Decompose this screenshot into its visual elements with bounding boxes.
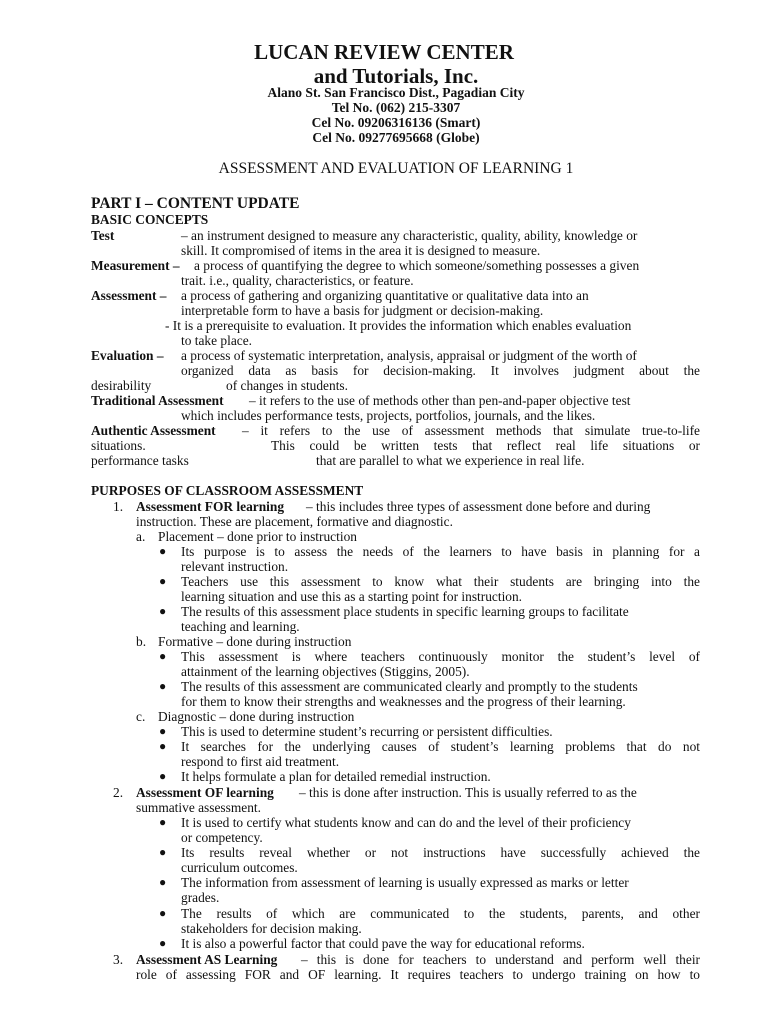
p2-bullet2-line1: Its results reveal whether or not instructions have successfully achieved the: [181, 845, 700, 860]
company-cel-globe: Cel No. 09277695668 (Globe): [312, 130, 480, 145]
term-authentic-assessment: Authentic Assessment: [91, 423, 216, 438]
sub-b-label: b.: [136, 634, 147, 649]
company-name-line2: and Tutorials, Inc.: [313, 64, 479, 88]
sub-c-label: c.: [136, 709, 146, 724]
sub-b-text: Formative – done during instruction: [158, 634, 352, 649]
def-assessment-line4: to take place.: [181, 333, 253, 348]
bullet-dot-icon: ●: [159, 739, 167, 753]
bullet-dot-icon: ●: [159, 544, 167, 558]
p2-bullet2-line2: curriculum outcomes.: [181, 860, 298, 875]
a-bullet3-line1: The results of this assessment place students in specific learning groups to facilitate: [181, 604, 629, 619]
a-bullet3-line2: teaching and learning.: [181, 619, 300, 634]
def-evaluation-line3a: desirability: [91, 378, 152, 393]
def-evaluation-line1: a process of systematic interpretation, analysis, appraisal or judgment of the worth of: [181, 348, 637, 363]
c-bullet3: It helps formulate a plan for detailed remedial instruction.: [181, 769, 491, 784]
bullet-dot-icon: ●: [159, 679, 167, 693]
def-authentic-line2a: situations.: [91, 438, 146, 453]
def-authentic-line3b: that are parallel to what we experience in real life.: [316, 453, 585, 468]
company-tel: Tel No. (062) 215-3307: [331, 100, 461, 115]
p2-bullet3-line1: The information from assessment of learning is usually expressed as marks or letter: [181, 875, 629, 890]
b-bullet1-line1: This assessment is where teachers continuously monitor the student’s level of: [181, 649, 700, 664]
a-bullet1-line1: Its purpose is to assess the needs of the learners to have basis in planning for a: [181, 544, 700, 559]
b-bullet2-line1: The results of this assessment are communicated clearly and promptly to the students: [181, 679, 638, 694]
def-assessment-line2: interpretable form to have a basis for judgment or decision-making.: [181, 303, 544, 318]
bullet-dot-icon: ●: [159, 875, 167, 889]
def-measurement-line2: trait. i.e., quality, characteristics, or feature.: [181, 273, 414, 288]
purposes-heading: PURPOSES OF CLASSROOM ASSESSMENT: [91, 483, 364, 498]
def-authentic-line2b: This could be written tests that reflect real life situations or: [271, 438, 700, 453]
a-bullet2-line2: learning situation and use this as a starting point for instruction.: [181, 589, 523, 604]
purpose-1-line1: – this includes three types of assessment done before and during: [306, 499, 651, 514]
a-bullet1-line2: relevant instruction.: [181, 559, 289, 574]
c-bullet2-line2: respond to first aid treatment.: [181, 754, 340, 769]
term-evaluation: Evaluation –: [91, 348, 164, 363]
def-evaluation-line3b: of changes in students.: [226, 378, 348, 393]
def-assessment-line3: - It is a prerequisite to evaluation. It provides the information which enables evaluation: [165, 318, 632, 333]
a-bullet2-line1: Teachers use this assessment to know what their students are bringing into the: [181, 574, 700, 589]
p2-bullet3-line2: grades.: [181, 890, 220, 905]
purpose-2-number: 2.: [113, 785, 124, 800]
company-name: LUCAN REVIEW CENTER: [254, 40, 514, 64]
term-measurement: Measurement –: [91, 258, 180, 273]
purpose-2-term: Assessment OF learning: [136, 785, 274, 800]
bullet-dot-icon: ●: [159, 936, 167, 950]
p2-bullet4-line1: The results of which are communicated to the students, parents, and other: [181, 906, 700, 921]
document-title: ASSESSMENT AND EVALUATION OF LEARNING 1: [218, 160, 574, 177]
def-traditional-line2: which includes performance tests, projects, portfolios, journals, and the likes.: [181, 408, 596, 423]
purpose-1-number: 1.: [113, 499, 124, 514]
b-bullet2-line2: for them to know their strengths and weaknesses and the progress of their learning.: [181, 694, 626, 709]
sub-a-label: a.: [136, 529, 146, 544]
sub-a-text: Placement – done prior to instruction: [158, 529, 357, 544]
b-bullet1-line2: attainment of the learning objectives (Stiggins, 2005).: [181, 664, 470, 679]
def-assessment-line1: a process of gathering and organizing quantitative or qualitative data into an: [181, 288, 589, 303]
term-assessment: Assessment –: [91, 288, 167, 303]
purpose-2-line1: – this is done after instruction. This is usually referred to as the: [299, 785, 637, 800]
company-address: Alano St. San Francisco Dist., Pagadian City: [267, 85, 525, 100]
p2-bullet1-line2: or competency.: [181, 830, 263, 845]
bullet-dot-icon: ●: [159, 649, 167, 663]
purpose-3-line1: – this is done for teachers to understand and perform well their: [301, 952, 700, 967]
purpose-3-term: Assessment AS Learning: [136, 952, 278, 967]
company-cel-smart: Cel No. 09206316136 (Smart): [311, 115, 481, 130]
part-heading: PART I – CONTENT UPDATE: [91, 195, 300, 212]
bullet-dot-icon: ●: [159, 604, 167, 618]
bullet-dot-icon: ●: [159, 574, 167, 588]
bullet-dot-icon: ●: [159, 815, 167, 829]
def-test-line1: – an instrument designed to measure any characteristic, quality, ability, knowledge or: [181, 228, 638, 243]
purpose-1-term: Assessment FOR learning: [136, 499, 285, 514]
bullet-dot-icon: ●: [159, 724, 167, 738]
c-bullet2-line1: It searches for the underlying causes of student’s learning problems that do not: [181, 739, 700, 754]
c-bullet1: This is used to determine student’s recurring or persistent difficulties.: [181, 724, 553, 739]
p2-bullet5: It is also a powerful factor that could pave the way for educational reforms.: [181, 936, 585, 951]
bullet-dot-icon: ●: [159, 906, 167, 920]
def-authentic-line1: – it refers to the use of assessment methods that simulate true-to-life: [242, 423, 700, 438]
def-evaluation-line2: organized data as basis for decision-making. It involves judgment about the: [181, 363, 700, 378]
purpose-1-line2: instruction. These are placement, formative and diagnostic.: [136, 514, 453, 529]
term-test: Test: [91, 228, 115, 243]
purpose-3-line2: role of assessing FOR and OF learning. It requires teachers to undergo training on how to: [136, 967, 700, 982]
bullet-dot-icon: ●: [159, 845, 167, 859]
purpose-3-number: 3.: [113, 952, 124, 967]
def-authentic-line3a: performance tasks: [91, 453, 189, 468]
basic-concepts-heading: BASIC CONCEPTS: [91, 212, 209, 227]
term-traditional-assessment: Traditional Assessment: [91, 393, 224, 408]
purpose-2-line2: summative assessment.: [136, 800, 261, 815]
sub-c-text: Diagnostic – done during instruction: [158, 709, 355, 724]
p2-bullet1-line1: It is used to certify what students know and can do and the level of their proficiency: [181, 815, 631, 830]
def-test-line2: skill. It compromised of items in the area it is designed to measure.: [181, 243, 541, 258]
p2-bullet4-line2: stakeholders for decision making.: [181, 921, 362, 936]
def-traditional-line1: – it refers to the use of methods other than pen-and-paper objective test: [249, 393, 631, 408]
bullet-dot-icon: ●: [159, 769, 167, 783]
def-measurement-line1: a process of quantifying the degree to which someone/something possesses a given: [194, 258, 640, 273]
